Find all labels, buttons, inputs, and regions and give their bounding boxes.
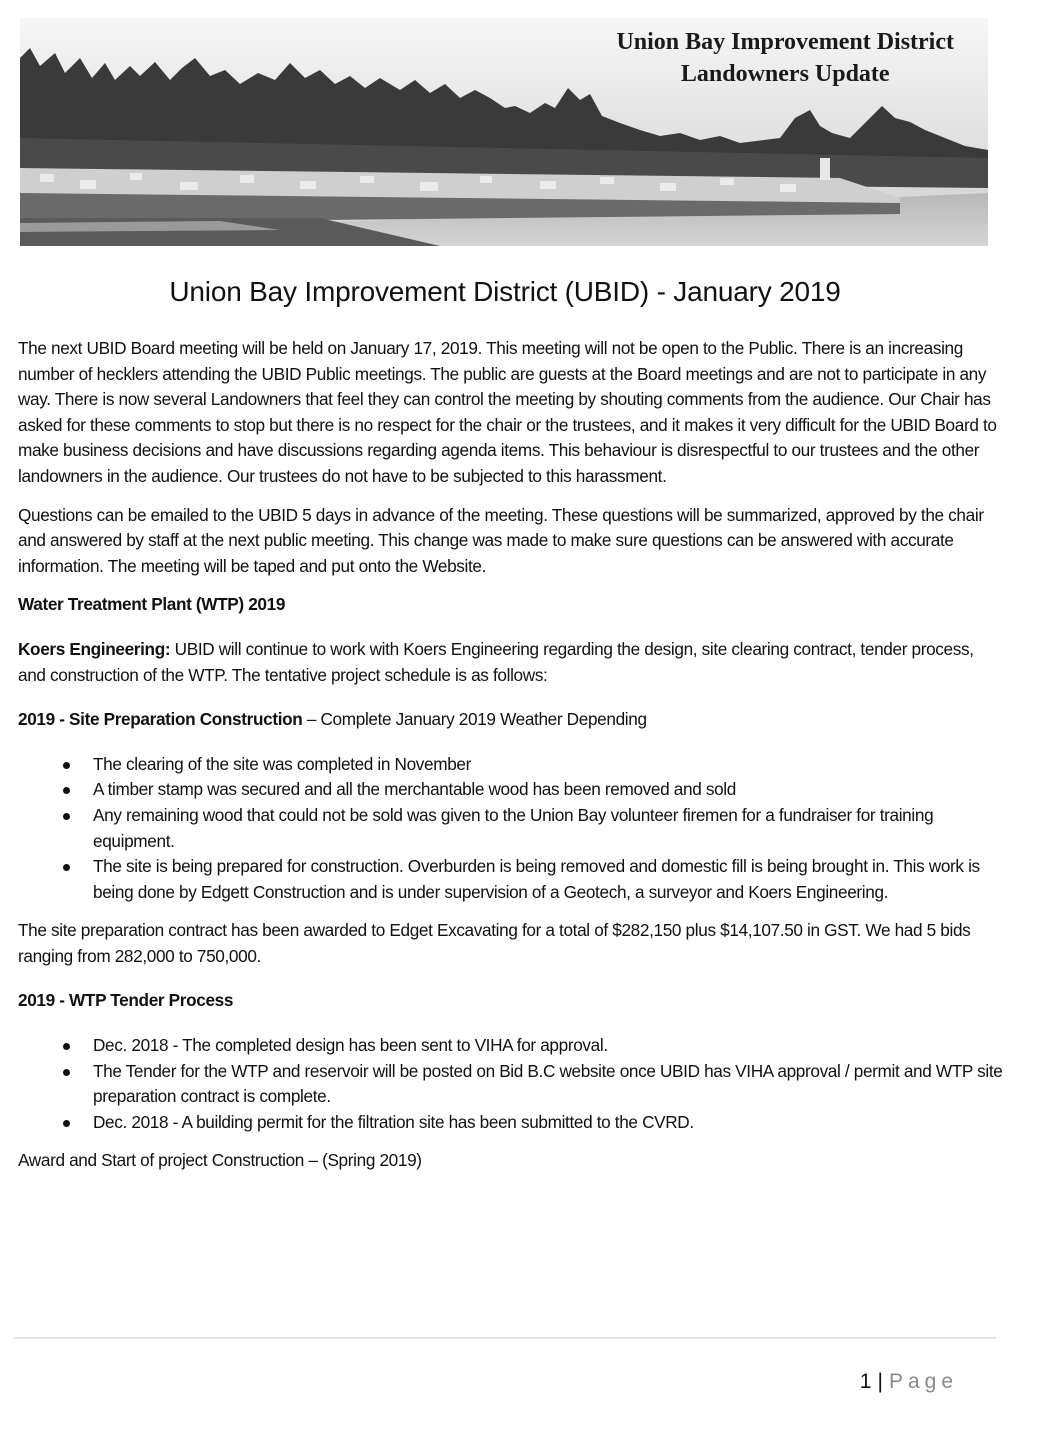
header-banner xyxy=(20,18,988,246)
bullet-icon xyxy=(63,864,70,871)
koers-text: UBID will continue to work with Koers Engineering regarding the design, site clearing contract, tender process, and construction of the WTP. The tentative project schedule is as follows: xyxy=(18,638,974,685)
site-prep-list xyxy=(18,752,1003,906)
list-item: Dec. 2018 - The completed design has been sent to VIHA for approval. xyxy=(93,1033,1003,1059)
paragraph-site-prep xyxy=(18,707,1003,733)
tender-list xyxy=(18,1033,1003,1135)
koers-label: Koers Engineering: xyxy=(18,638,171,659)
page-number-value: 1 xyxy=(859,1370,872,1393)
footer-divider xyxy=(14,1337,996,1339)
bullet-icon xyxy=(63,1069,70,1076)
section-heading-wtp: Water Treatment Plant (WTP) 2019 xyxy=(18,594,286,615)
banner-title xyxy=(616,26,954,90)
page-number-separator: | xyxy=(877,1370,883,1393)
paragraph-award: Award and Start of project Construction – (Spring 2019) xyxy=(18,1150,422,1171)
site-prep-text: – Complete January 2019 Weather Depending xyxy=(302,709,647,730)
bullet-icon xyxy=(63,1043,70,1050)
bullet-icon xyxy=(63,787,70,794)
page-title: Union Bay Improvement District (UBID) - January 2019 xyxy=(169,276,841,307)
list-item: The Tender for the WTP and reservoir will be posted on Bid B.C website once UBID has VIHA approval / permit and WTP site preparation contract is complete. xyxy=(93,1059,1003,1110)
section-heading-tender: 2019 - WTP Tender Process xyxy=(18,990,234,1011)
document-body xyxy=(18,336,1003,1187)
paragraph-board-meeting: The next UBID Board meeting will be held on January 17, 2019. This meeting will not be open to the Public. There is an increasing number of hecklers attending the UBID Public meetings. The public are guests at the Board meetings and are not to participate in any way. There is now several Landowners that feel they can control the meeting by shouting comments from the audience. Our Chair has asked for these comments to stop but there is no respect for the chair or the trustees, and it makes it very difficult for the UBID Board to make business decisions and have discussions regarding agenda items. This behaviour is disrespectful to our trustees and the other landowners in the audience. Our trustees do not have to be subjected to this harassment. xyxy=(18,338,997,486)
list-item: The site is being prepared for construction. Overburden is being removed and domestic fill is being brought in. This work is being done by Edgett Construction and is under supervision of a Geotech, a surveyor and Koers Engineering. xyxy=(93,854,1003,905)
list-item: The clearing of the site was completed in November xyxy=(93,752,1003,778)
paragraph-contract: The site preparation contract has been awarded to Edget Excavating for a total of $282,150 plus $14,107.50 in GST. We had 5 bids ranging from 282,000 to 750,000. xyxy=(18,920,971,966)
list-item: A timber stamp was secured and all the merchantable wood has been removed and sold xyxy=(93,777,1003,803)
paragraph-questions: Questions can be emailed to the UBID 5 days in advance of the meeting. These questions will be summarized, approved by the chair and answered by staff at the next public meeting. This change was made to make sure questions can be answered with accurate information. The meeting will be taped and put onto the Website. xyxy=(18,504,984,576)
list-item: Dec. 2018 - A building permit for the filtration site has been submitted to the CVRD. xyxy=(93,1110,1003,1136)
banner-title-line1: Union Bay Improvement District xyxy=(616,29,954,55)
banner-title-line2: Landowners Update xyxy=(680,61,890,87)
site-prep-label: 2019 - Site Preparation Construction xyxy=(18,709,303,730)
list-item: Any remaining wood that could not be sold was given to the Union Bay volunteer firemen for a fundraiser for training equipment. xyxy=(93,803,1003,854)
paragraph-koers xyxy=(18,637,1003,688)
bullet-icon xyxy=(63,762,70,769)
page-number xyxy=(860,1370,958,1394)
bullet-icon xyxy=(63,1120,70,1127)
bullet-icon xyxy=(63,813,70,820)
page-word: Page xyxy=(888,1370,958,1393)
